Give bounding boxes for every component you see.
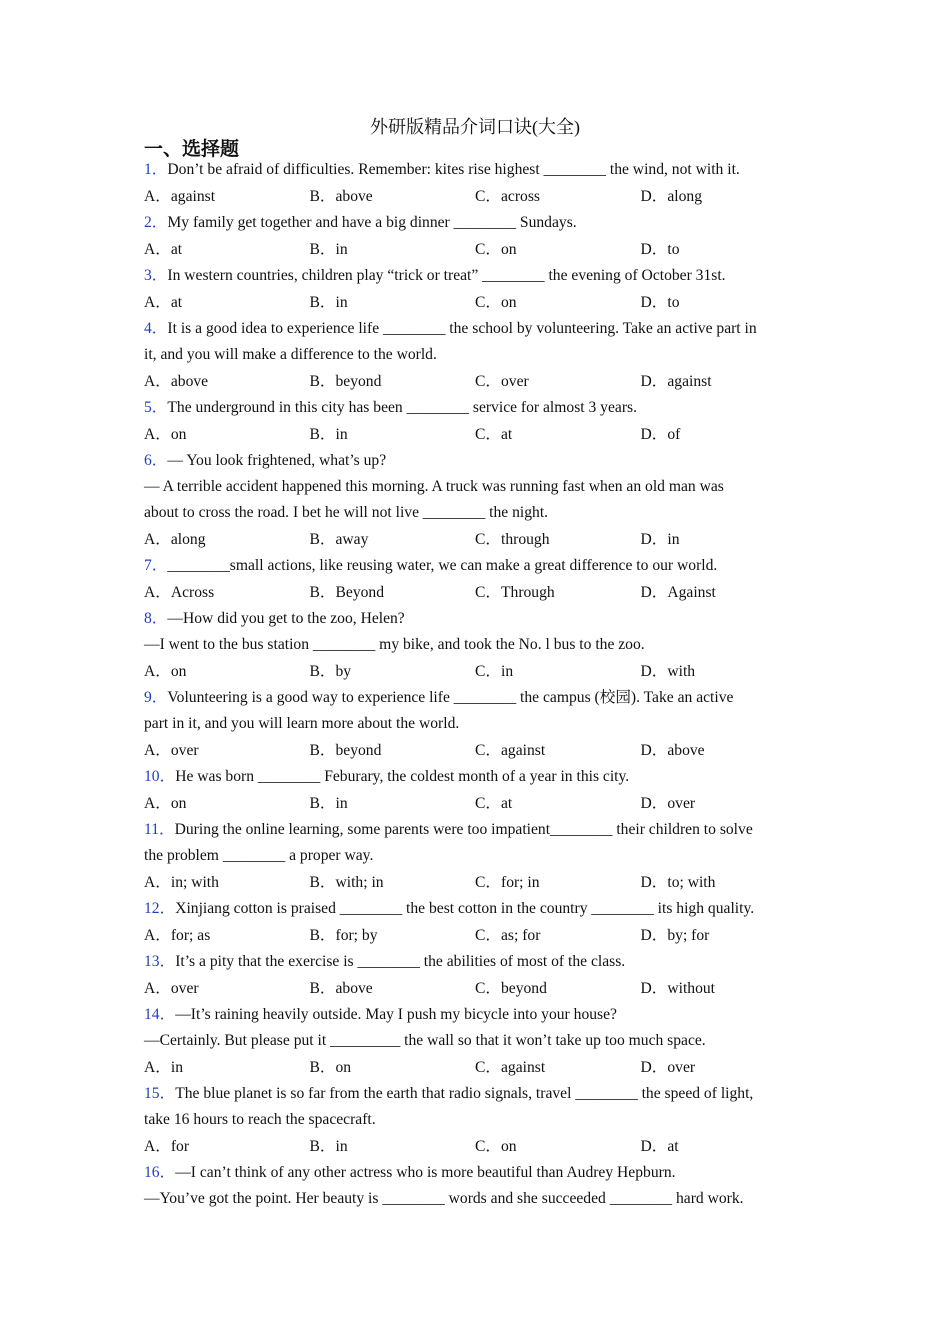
answer-option[interactable]: A．over [144, 742, 199, 759]
answer-options [144, 421, 806, 448]
answer-options [144, 1133, 806, 1160]
question-text-line [144, 474, 806, 500]
question-item [144, 1160, 806, 1212]
question-text-line [144, 1186, 806, 1212]
question-text-line [144, 448, 806, 474]
answer-option[interactable]: A．above [144, 373, 209, 390]
answer-options [144, 1054, 806, 1081]
question-item [144, 210, 806, 263]
question-text-line [144, 1160, 806, 1186]
question-item [144, 685, 806, 764]
question-text-line [144, 685, 806, 711]
answer-options [144, 790, 806, 817]
section-heading: 一、选择题 [144, 138, 240, 160]
question-number: 2． [144, 214, 168, 231]
answer-option[interactable]: C．at [475, 795, 513, 812]
answer-options [144, 922, 806, 949]
answer-option[interactable]: A．at [144, 294, 183, 311]
question-text: The blue planet is so far from the earth that radio signals, travel ________ the speed of light, [175, 1085, 754, 1102]
question-number: 10． [144, 768, 176, 785]
question-item [144, 395, 806, 448]
answer-option[interactable]: D．of [640, 426, 681, 443]
answer-option[interactable]: D．to [640, 294, 680, 311]
question-text-line [144, 1002, 806, 1028]
answer-option[interactable]: D．Against [640, 584, 716, 601]
question-text-line [144, 157, 806, 183]
answer-option[interactable]: B．for; by [309, 927, 378, 944]
question-item [144, 448, 806, 553]
answer-option[interactable]: A．for; as [144, 927, 211, 944]
question-text: Volunteering is a good way to experience life ________ the campus (校园). Take an active [167, 689, 734, 706]
question-text-line [144, 817, 806, 843]
question-text: It is a good idea to experience life ________ the school by volunteering. Take an active part in [167, 320, 757, 337]
answer-option[interactable]: D．in [640, 531, 680, 548]
question-text-line [144, 500, 806, 526]
question-text-line [144, 316, 806, 342]
answer-option[interactable]: A．in [144, 1059, 183, 1076]
answer-option[interactable]: D．over [640, 1059, 696, 1076]
answer-option[interactable]: A．in; with [144, 874, 219, 891]
answer-option[interactable]: C．beyond [475, 980, 547, 997]
question-number: 12． [144, 900, 176, 917]
question-item [144, 764, 806, 817]
question-text: — You look frightened, what’s up? [167, 452, 387, 469]
question-text-line [144, 395, 806, 421]
answer-option[interactable]: B．Beyond [309, 584, 385, 601]
question-text-line [144, 843, 806, 869]
answer-option[interactable]: B．beyond [309, 373, 382, 390]
answer-option[interactable]: C．across [475, 188, 540, 205]
question-item [144, 606, 806, 685]
answer-options [144, 737, 806, 764]
question-text: Don’t be afraid of difficulties. Remember: kites rise highest ________ the wind, not with it. [167, 161, 740, 178]
answer-option[interactable]: C．in [475, 663, 514, 680]
question-item [144, 817, 806, 896]
question-number: 14． [144, 1006, 176, 1023]
answer-options [144, 526, 806, 553]
answer-options [144, 869, 806, 896]
question-text-line [144, 764, 806, 790]
answer-option[interactable]: C．on [475, 241, 517, 258]
question-number: 15． [144, 1085, 176, 1102]
question-text-line [144, 1028, 806, 1054]
question-text: During the online learning, some parents were too impatient________ their children to solve [174, 821, 753, 838]
question-number: 7． [144, 557, 168, 574]
answer-option[interactable]: A．for [144, 1138, 190, 1155]
question-number: 11． [144, 821, 175, 838]
answer-option[interactable]: B．in [309, 241, 348, 258]
question-text: —Certainly. But please put it _________ the wall so that it won’t take up too much space. [144, 1032, 706, 1049]
question-text-line [144, 553, 806, 579]
answer-options [144, 236, 806, 263]
answer-option[interactable]: B．in [309, 795, 348, 812]
question-text-line [144, 1107, 806, 1133]
answer-option[interactable]: A．at [144, 241, 183, 258]
answer-option[interactable]: A．Across [144, 584, 215, 601]
answer-option[interactable]: C．over [475, 373, 529, 390]
question-text: ________small actions, like reusing water, we can make a great difference to our world. [167, 557, 718, 574]
answer-options [144, 289, 806, 316]
question-item [144, 316, 806, 395]
question-text: My family get together and have a big dinner ________ Sundays. [167, 214, 577, 231]
answer-option[interactable]: D．over [640, 795, 696, 812]
question-number: 9． [144, 689, 168, 706]
answer-option[interactable]: A．on [144, 426, 187, 443]
answer-option[interactable]: A．over [144, 980, 199, 997]
question-item [144, 1081, 806, 1160]
answer-option[interactable]: C．through [475, 531, 550, 548]
answer-option[interactable]: B．on [309, 1059, 352, 1076]
answer-option[interactable]: B．above [309, 188, 373, 205]
question-item [144, 896, 806, 949]
answer-options [144, 579, 806, 606]
answer-option[interactable]: A．along [144, 531, 206, 548]
question-list [144, 157, 806, 1212]
question-number: 3． [144, 267, 168, 284]
question-text: — A terrible accident happened this morning. A truck was running fast when an old man was [144, 478, 724, 495]
question-text: —You’ve got the point. Her beauty is ________ words and she succeeded ________ hard work. [144, 1190, 744, 1207]
question-text-line [144, 711, 806, 737]
answer-option[interactable]: D．at [640, 1138, 679, 1155]
question-text: The underground in this city has been ________ service for almost 3 years. [167, 399, 637, 416]
question-number: 4． [144, 320, 168, 337]
question-item [144, 1002, 806, 1081]
answer-option[interactable]: D．against [640, 373, 712, 390]
answer-option[interactable]: B．away [309, 531, 369, 548]
page-title: 外研版精品介词口诀(大全) [370, 117, 580, 137]
question-text-line [144, 210, 806, 236]
question-text: the problem ________ a proper way. [144, 847, 374, 864]
question-text: —I can’t think of any other actress who is more beautiful than Audrey Hepburn. [175, 1164, 676, 1181]
answer-option[interactable]: D．without [640, 980, 716, 997]
question-text: In western countries, children play “trick or treat” ________ the evening of October 31st. [167, 267, 726, 284]
answer-option[interactable]: A．against [144, 188, 216, 205]
question-text-line [144, 949, 806, 975]
answer-options [144, 975, 806, 1002]
answer-options [144, 658, 806, 685]
question-text-line [144, 263, 806, 289]
answer-option[interactable]: D．by; for [640, 927, 710, 944]
question-item [144, 157, 806, 210]
answer-option[interactable]: B．beyond [309, 742, 382, 759]
question-text: —I went to the bus station ________ my bike, and took the No. l bus to the zoo. [144, 636, 645, 653]
answer-option[interactable]: D．above [640, 742, 705, 759]
answer-option[interactable]: B．above [309, 980, 373, 997]
answer-option[interactable]: B．in [309, 1138, 348, 1155]
answer-option[interactable]: C．at [475, 426, 513, 443]
answer-option[interactable]: A．on [144, 795, 187, 812]
question-text-line [144, 632, 806, 658]
question-number: 16． [144, 1164, 176, 1181]
question-text: It’s a pity that the exercise is ________ the abilities of most of the class. [175, 953, 626, 970]
answer-option[interactable]: B．in [309, 294, 348, 311]
answer-option[interactable]: D．with [640, 663, 696, 680]
question-text-line [144, 606, 806, 632]
answer-option[interactable]: D．to; with [640, 874, 716, 891]
question-number: 8． [144, 610, 168, 627]
question-text: —It’s raining heavily outside. May I push my bicycle into your house? [175, 1006, 617, 1023]
question-text: about to cross the road. I bet he will not live ________ the night. [144, 504, 549, 521]
answer-option[interactable]: A．on [144, 663, 187, 680]
question-text-line [144, 896, 806, 922]
question-item [144, 263, 806, 316]
answer-option[interactable]: D．to [640, 241, 680, 258]
answer-options [144, 183, 806, 210]
answer-option[interactable]: B．by [309, 663, 352, 680]
question-number: 6． [144, 452, 168, 469]
answer-option[interactable]: C．against [475, 742, 546, 759]
question-item [144, 553, 806, 606]
question-text: it, and you will make a difference to the world. [144, 346, 437, 363]
question-number: 1． [144, 161, 168, 178]
question-text: Xinjiang cotton is praised ________ the best cotton in the country ________ its high quality. [175, 900, 755, 917]
question-text: He was born ________ Feburary, the coldest month of a year in this city. [175, 768, 630, 785]
question-item [144, 949, 806, 1002]
answer-options [144, 368, 806, 395]
answer-option[interactable]: D．along [640, 188, 702, 205]
answer-option[interactable]: B．in [309, 426, 348, 443]
question-text-line [144, 342, 806, 368]
question-number: 13． [144, 953, 176, 970]
question-text-line [144, 1081, 806, 1107]
question-text: take 16 hours to reach the spacecraft. [144, 1111, 376, 1128]
answer-option[interactable]: C．as; for [475, 927, 541, 944]
answer-option[interactable]: C．on [475, 294, 517, 311]
answer-option[interactable]: C．against [475, 1059, 546, 1076]
answer-option[interactable]: C．Through [475, 584, 555, 601]
question-number: 5． [144, 399, 168, 416]
question-text: —How did you get to the zoo, Helen? [167, 610, 405, 627]
answer-option[interactable]: B．with; in [309, 874, 384, 891]
answer-option[interactable]: C．for; in [475, 874, 540, 891]
question-text: part in it, and you will learn more about the world. [144, 715, 460, 732]
answer-option[interactable]: C．on [475, 1138, 517, 1155]
